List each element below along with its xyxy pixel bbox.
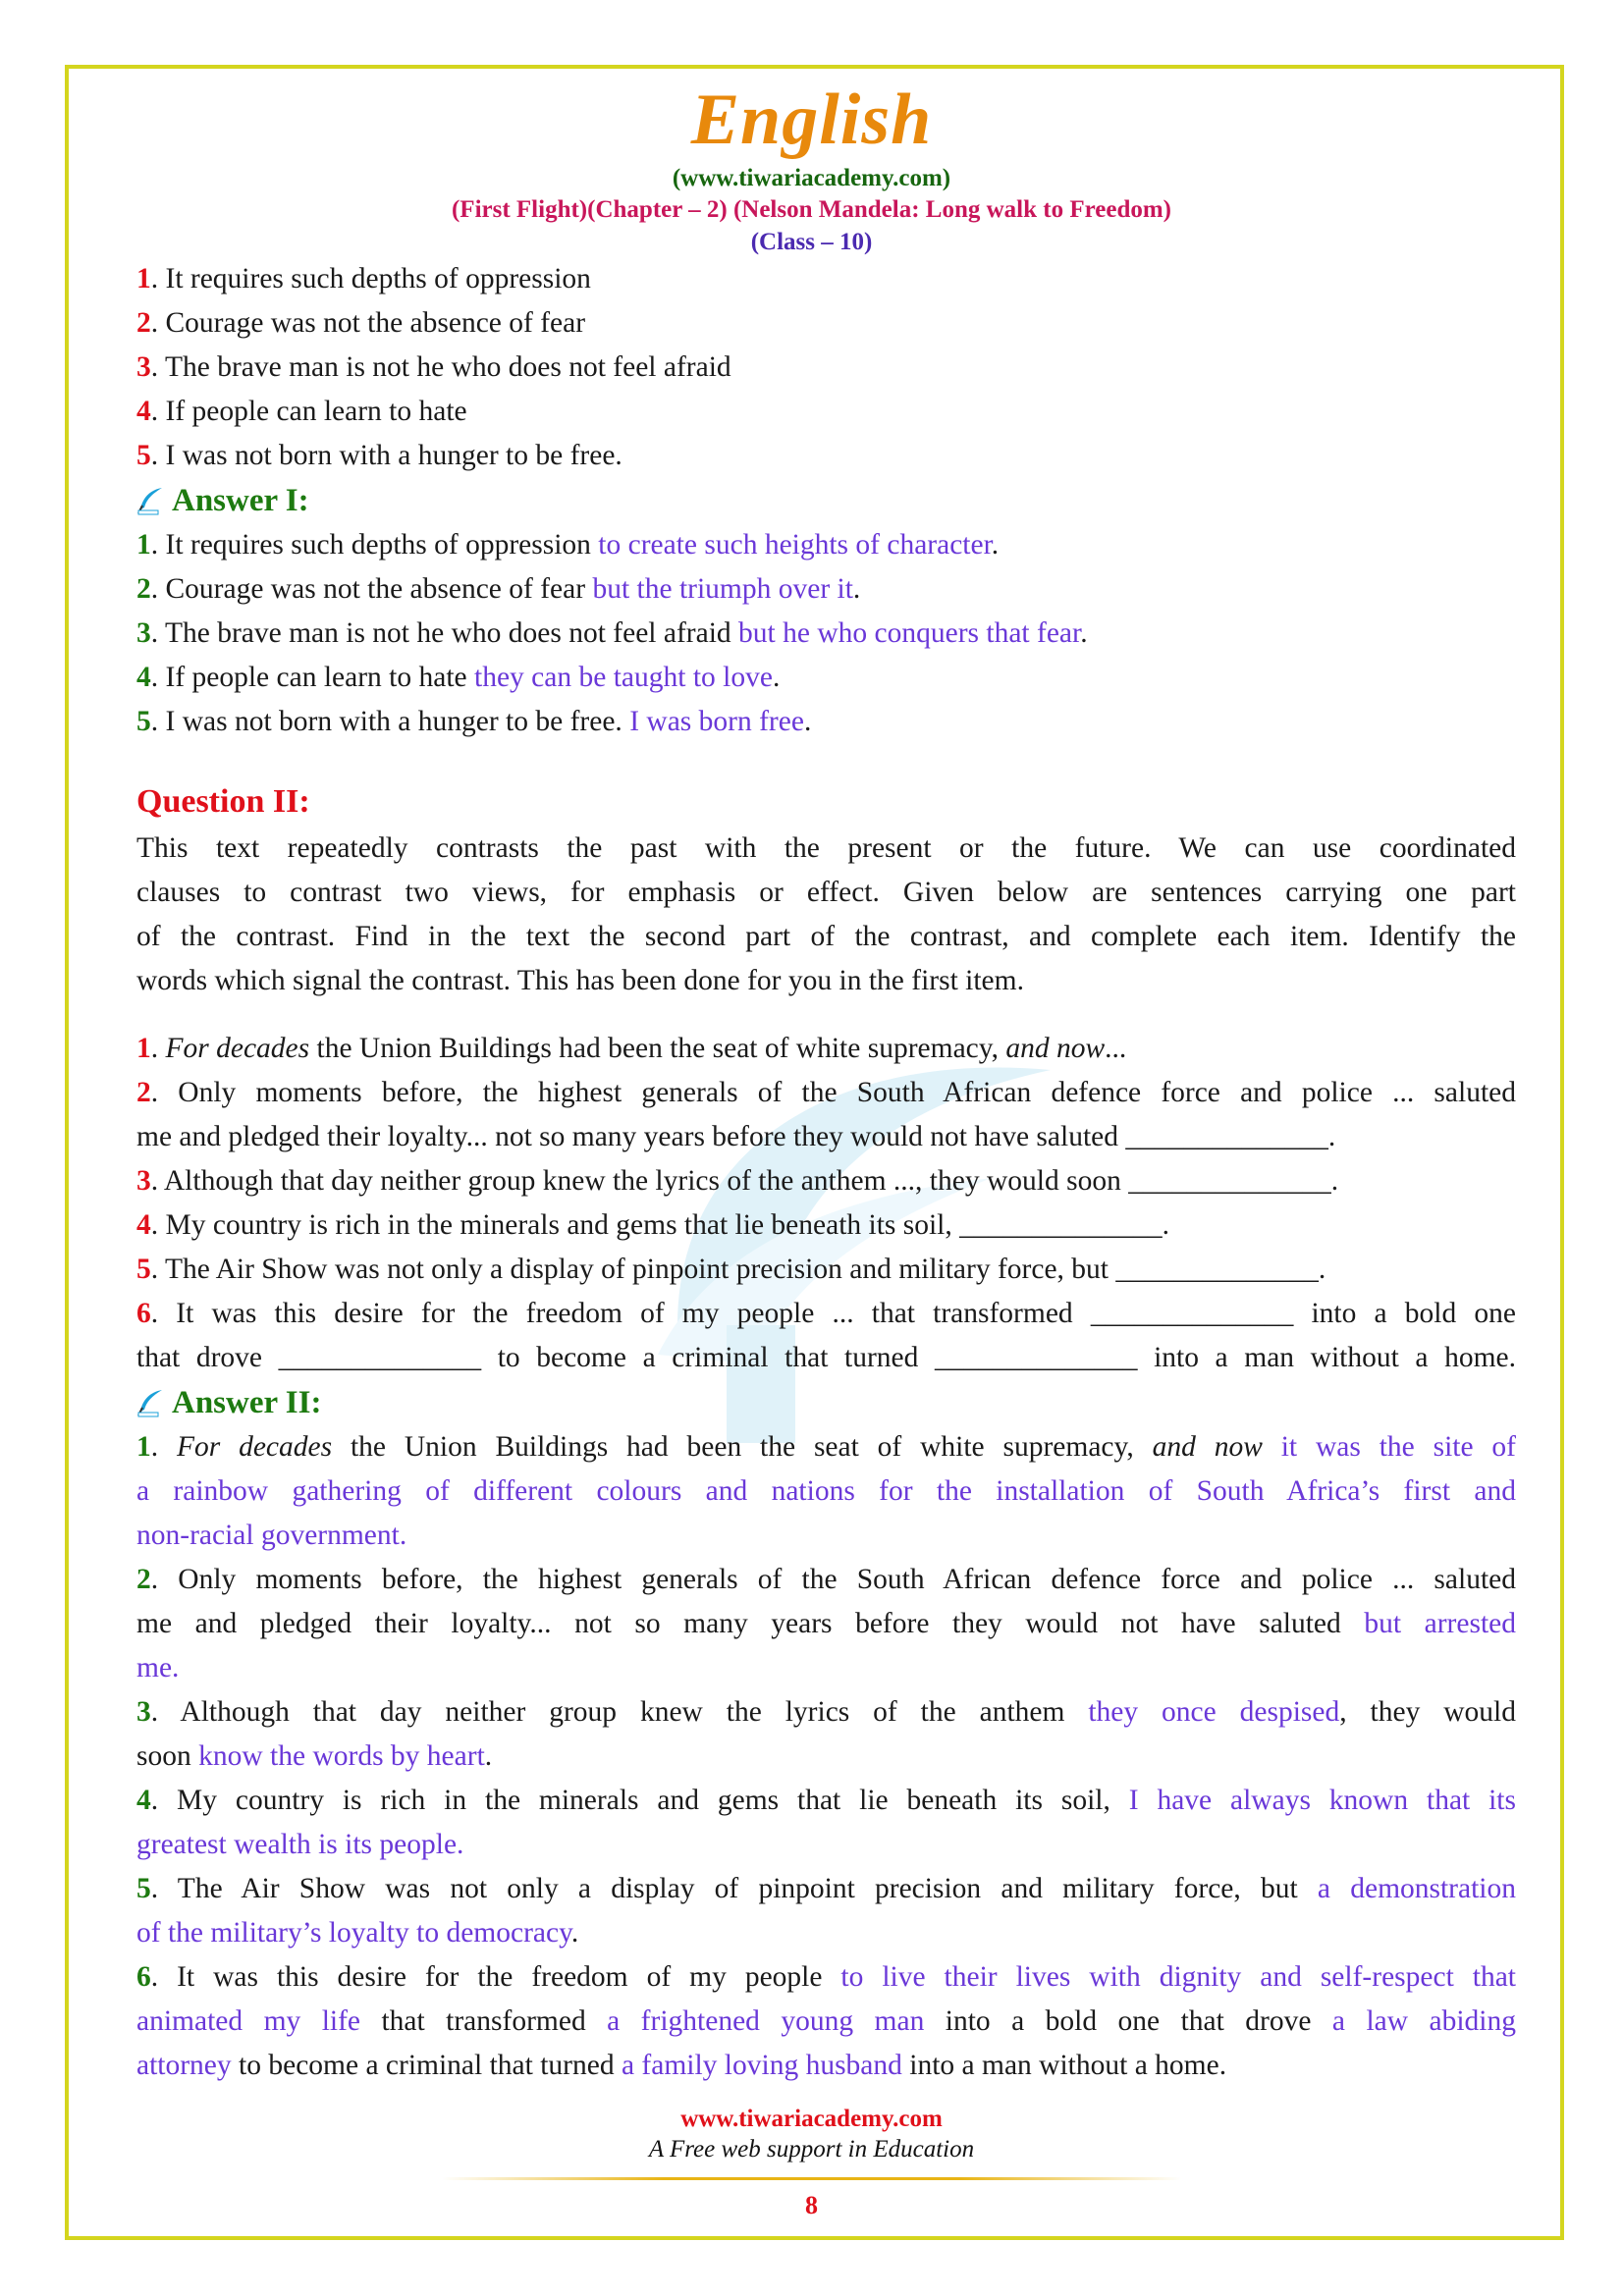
list-item: 5. The Air Show was not only a display of pinpoint precision and military force, but ______________. [136, 1254, 1326, 1285]
list-item-continued: animated my life that transformed a frightened young man into a bold one that drove a law abiding [136, 2005, 1516, 2037]
list-item-continued: that drove ______________ to become a criminal that turned ______________ into a man without a home. [136, 1342, 1516, 1373]
list-item: 6. It was this desire for the freedom of my people ... that transformed ______________ into a bold one [136, 1298, 1516, 1329]
question-2-text-line: of the contrast. Find in the text the second part of the contrast, and complete each item. Identify the [136, 921, 1516, 952]
worksheet-content [136, 257, 1516, 2088]
footer-divider [442, 2177, 1181, 2180]
quill-pen-icon [136, 486, 164, 515]
list-item: 5. The Air Show was not only a display of pinpoint precision and military force, but a demonstration [136, 1873, 1516, 1904]
list-item: 3. Although that day neither group knew the lyrics of the anthem ..., they would soon ______________. [136, 1165, 1339, 1197]
list-item-continued: me. [136, 1652, 180, 1683]
list-item: 6. It was this desire for the freedom of my people to live their lives with dignity and self-respect that [136, 1961, 1516, 1993]
question-2-text-line: clauses to contrast two views, for emphasis or effect. Given below are sentences carrying one part [136, 877, 1516, 908]
page-number: 8 [805, 2191, 818, 2219]
list-item: 1. It requires such depths of oppression to create such heights of character. [136, 529, 1000, 561]
header-website: (www.tiwariacademy.com) [672, 165, 951, 191]
list-item: 2. Courage was not the absence of fear but the triumph over it. [136, 573, 861, 605]
list-item-continued: a rainbow gathering of different colours and nations for the installation of South Africa’s first and [136, 1475, 1516, 1507]
answer-2-heading: Answer II: [136, 1380, 1516, 1425]
list-item: 1. For decades the Union Buildings had been the seat of white supremacy, and now it was the site of [136, 1431, 1516, 1463]
list-item: 3. Although that day neither group knew the lyrics of the anthem they once despised, they would [136, 1696, 1517, 1728]
list-item: 1. It requires such depths of oppression [136, 263, 591, 294]
list-item-continued: of the military’s loyalty to democracy. [136, 1917, 579, 1949]
question-2-text-line: This text repeatedly contrasts the past with the present or the future. We can use coordinated [136, 832, 1516, 864]
quill-pen-icon [136, 1388, 164, 1417]
list-item: 3. The brave man is not he who does not feel afraid [136, 351, 731, 383]
list-item: 1. For decades the Union Buildings had been the seat of white supremacy, and now... [136, 1033, 1127, 1064]
list-item: 5. I was not born with a hunger to be free. I was born free. [136, 706, 812, 737]
page-title: English [690, 80, 933, 160]
answer-1-heading: Answer I: [136, 478, 1516, 523]
list-item-continued: soon know the words by heart. [136, 1740, 493, 1772]
list-item: 4. If people can learn to hate [136, 396, 467, 427]
list-item: 2. Only moments before, the highest generals of the South African defence force and police ... saluted [136, 1564, 1516, 1595]
footer-tagline: A Free web support in Education [648, 2136, 975, 2163]
list-item: 4. My country is rich in the minerals and gems that lie beneath its soil, I have always known that its [136, 1785, 1516, 1816]
header-class: (Class – 10) [750, 229, 873, 255]
header-chapter: (First Flight)(Chapter – 2) (Nelson Mandela: Long walk to Freedom) [451, 196, 1172, 223]
list-item-continued: me and pledged their loyalty... not so many years before they would not have saluted ______________. [136, 1121, 1336, 1152]
list-item: 5. I was not born with a hunger to be free. [136, 440, 622, 471]
list-item-continued: non-racial government. [136, 1520, 407, 1551]
list-item-continued: attorney to become a criminal that turned a family loving husband into a man without a home. [136, 2050, 1227, 2081]
list-item: 4. If people can learn to hate they can be taught to love. [136, 662, 781, 693]
question-2-text-line: words which signal the contrast. This has been done for you in the first item. [136, 965, 1024, 996]
list-item-continued: greatest wealth is its people. [136, 1829, 464, 1860]
list-item: 2. Only moments before, the highest generals of the South African defence force and police ... saluted [136, 1077, 1516, 1108]
list-item: 4. My country is rich in the minerals and gems that lie beneath its soil, ______________. [136, 1209, 1170, 1241]
list-item: 2. Courage was not the absence of fear [136, 307, 586, 339]
list-item-continued: me and pledged their loyalty... not so many years before they would not have saluted but arrested [136, 1608, 1516, 1639]
list-item: 3. The brave man is not he who does not feel afraid but he who conquers that fear. [136, 617, 1088, 649]
footer-website-link[interactable]: www.tiwariacademy.com [680, 2106, 943, 2132]
question-2-heading: Question II: [136, 783, 310, 820]
